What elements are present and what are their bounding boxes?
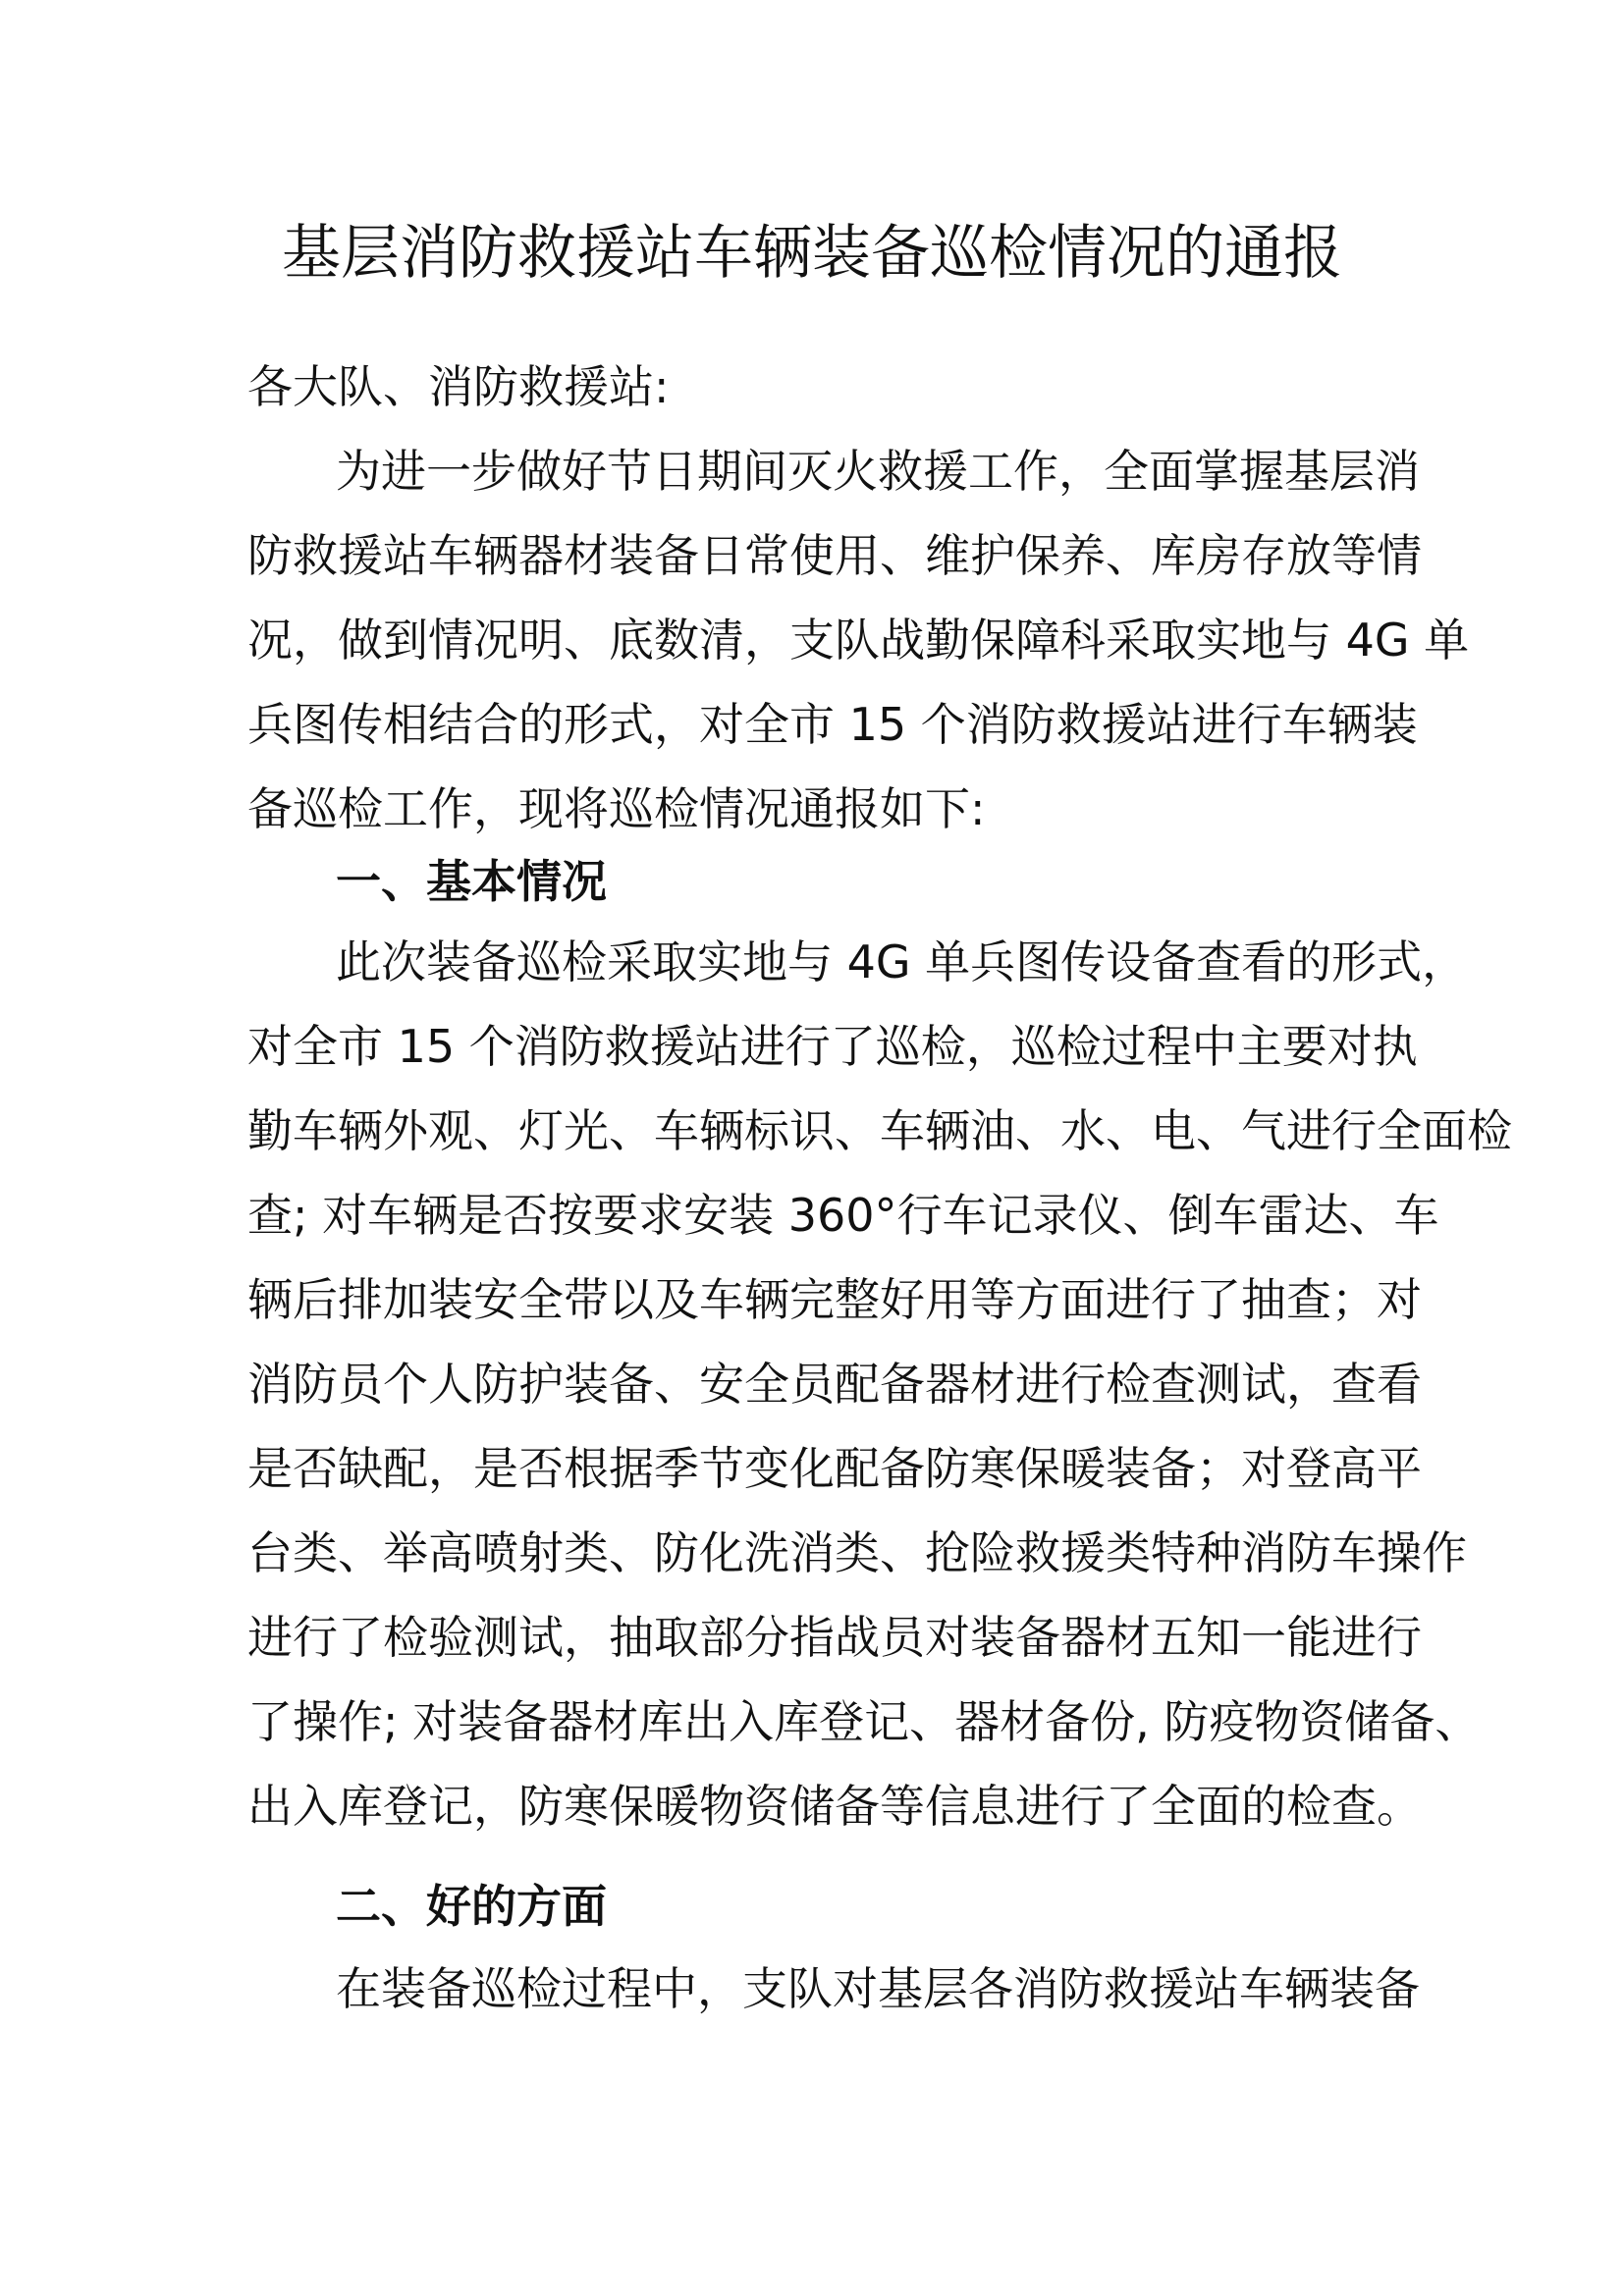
section1-line-7: 是否缺配，是否根据季节变化配备防寒保暖装备；对登高平 [247,1442,1422,1495]
section-heading-basic: 一、基本情况 [336,855,607,908]
document-title: 基层消防救援站车辆装备巡检情况的通报 [282,219,1342,288]
section1-line-1: 此次装备巡检采取实地与 4G 单兵图传设备查看的形式， [336,935,1468,988]
intro-line-2: 防救援站车辆器材装备日常使用、维护保养、库房存放等情 [247,529,1422,582]
section1-line-4: 查; 对车辆是否按要求安装 360°行车记录仪、倒车雷达、车 [247,1189,1439,1242]
section1-line-9: 进行了检验测试，抽取部分指战员对装备器材五知一能进行 [247,1611,1422,1664]
salutation: 各大队、消防救援站: [247,360,670,413]
section1-line-3: 勤车辆外观、灯光、车辆标识、车辆油、水、电、气进行全面检 [247,1104,1512,1157]
section1-line-10: 了操作; 对装备器材库出入库登记、器材备份, 防疫物资储备、 [247,1695,1481,1748]
intro-line-5: 备巡检工作，现将巡检情况通报如下: [247,782,986,835]
intro-line-4: 兵图传相结合的形式，对全市 15 个消防救援站进行车辆装 [247,698,1418,751]
section1-line-5: 辆后排加装安全带以及车辆完整好用等方面进行了抽查；对 [247,1273,1422,1326]
intro-line-1: 为进一步做好节日期间灭火救援工作，全面掌握基层消 [336,445,1420,498]
section1-line-6: 消防员个人防护装备、安全员配备器材进行检查测试，查看 [247,1358,1422,1411]
section1-line-11: 出入库登记，防寒保暖物资储备等信息进行了全面的检查。 [247,1780,1422,1833]
section1-line-8: 台类、举高喷射类、防化洗消类、抢险救援类特种消防车操作 [247,1526,1467,1579]
intro-line-3: 况，做到情况明、底数清，支队战勤保障科采取实地与 4G 单 [247,614,1470,667]
section2-line-1: 在装备巡检过程中，支队对基层各消防救援站车辆装备 [336,1962,1420,2015]
section-heading-good: 二、好的方面 [336,1880,607,1933]
section1-line-2: 对全市 15 个消防救援站进行了巡检，巡检过程中主要对执 [247,1020,1418,1073]
